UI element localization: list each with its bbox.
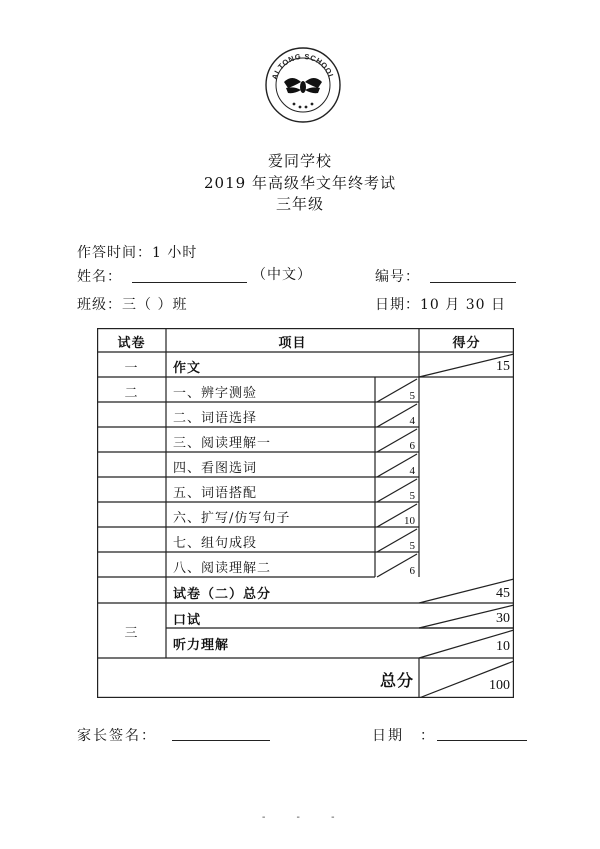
section-max: 4: [409, 415, 415, 427]
parent-sign-label: 家长签名：: [77, 728, 157, 744]
section-item: 三、阅读理解一: [173, 436, 272, 451]
section-max: 5: [409, 390, 415, 402]
oral-label: 口试: [173, 613, 202, 628]
time-line: [77, 242, 197, 262]
page-marker: - - -: [262, 812, 349, 823]
section-item: 八、阅读理解二: [173, 561, 272, 576]
section-item: 七、组句成段: [173, 536, 258, 551]
footer-date-field[interactable]: [437, 727, 527, 741]
logo-text: AI TONG SCHOOL: [269, 51, 337, 81]
section-max: 5: [409, 490, 415, 502]
paper-2-total-max: 45: [496, 586, 510, 601]
grand-total-label: 总分: [380, 671, 415, 690]
section-item: 一、辨字测验: [173, 386, 258, 401]
name-field[interactable]: [132, 266, 247, 283]
number-field[interactable]: [430, 266, 516, 283]
section-max: 6: [409, 440, 415, 452]
name-hint: （中文）: [252, 267, 312, 283]
composition-label: 作文: [173, 361, 202, 376]
number-label: 编号：: [375, 269, 420, 285]
exam-title: 2019 年高级华文年终考试: [204, 174, 396, 192]
score-table: [97, 328, 514, 698]
paper-2-total-label: 试卷（二）总分: [173, 587, 272, 602]
section-item: 四、看图选词: [173, 461, 258, 476]
section-max: 10: [404, 515, 415, 527]
grade-label: 三年级: [275, 195, 324, 213]
header-paper: 试卷: [117, 336, 146, 351]
school-name: 爱同学校: [267, 152, 332, 170]
class-label: 班级：三（ ）班: [77, 297, 188, 313]
time-value: 1 小时: [152, 245, 198, 261]
section-max: 5: [409, 540, 415, 552]
name-label: 姓名：: [77, 269, 122, 285]
header-score: 得分: [452, 336, 481, 351]
time-label: 作答时间：: [77, 245, 152, 261]
date-line: [375, 294, 506, 314]
section-item: 六、扩写/仿写句子: [173, 511, 291, 526]
date-value: 10 月 30 日: [420, 297, 506, 313]
section-max: 4: [409, 465, 415, 477]
paper-2-label: 二: [124, 386, 139, 401]
oral-max: 30: [496, 611, 510, 626]
paper-3-label: 三: [124, 626, 139, 641]
parent-sign-field[interactable]: [172, 727, 270, 741]
header-item: 项目: [278, 336, 307, 351]
footer-date-label: 日期 ：: [372, 728, 436, 744]
listening-max: 10: [496, 639, 510, 654]
section-max: 6: [409, 565, 415, 577]
section-item: 五、词语搭配: [173, 486, 258, 501]
listening-label: 听力理解: [173, 638, 230, 653]
wings-emblem-icon: [264, 46, 342, 124]
school-logo: [264, 46, 342, 124]
section-item: 二、词语选择: [173, 411, 258, 426]
paper-1-label: 一: [124, 361, 139, 376]
grand-total-max: 100: [489, 678, 510, 693]
date-label: 日期：: [375, 297, 420, 313]
composition-max: 15: [496, 359, 510, 374]
name-line: [77, 266, 122, 286]
